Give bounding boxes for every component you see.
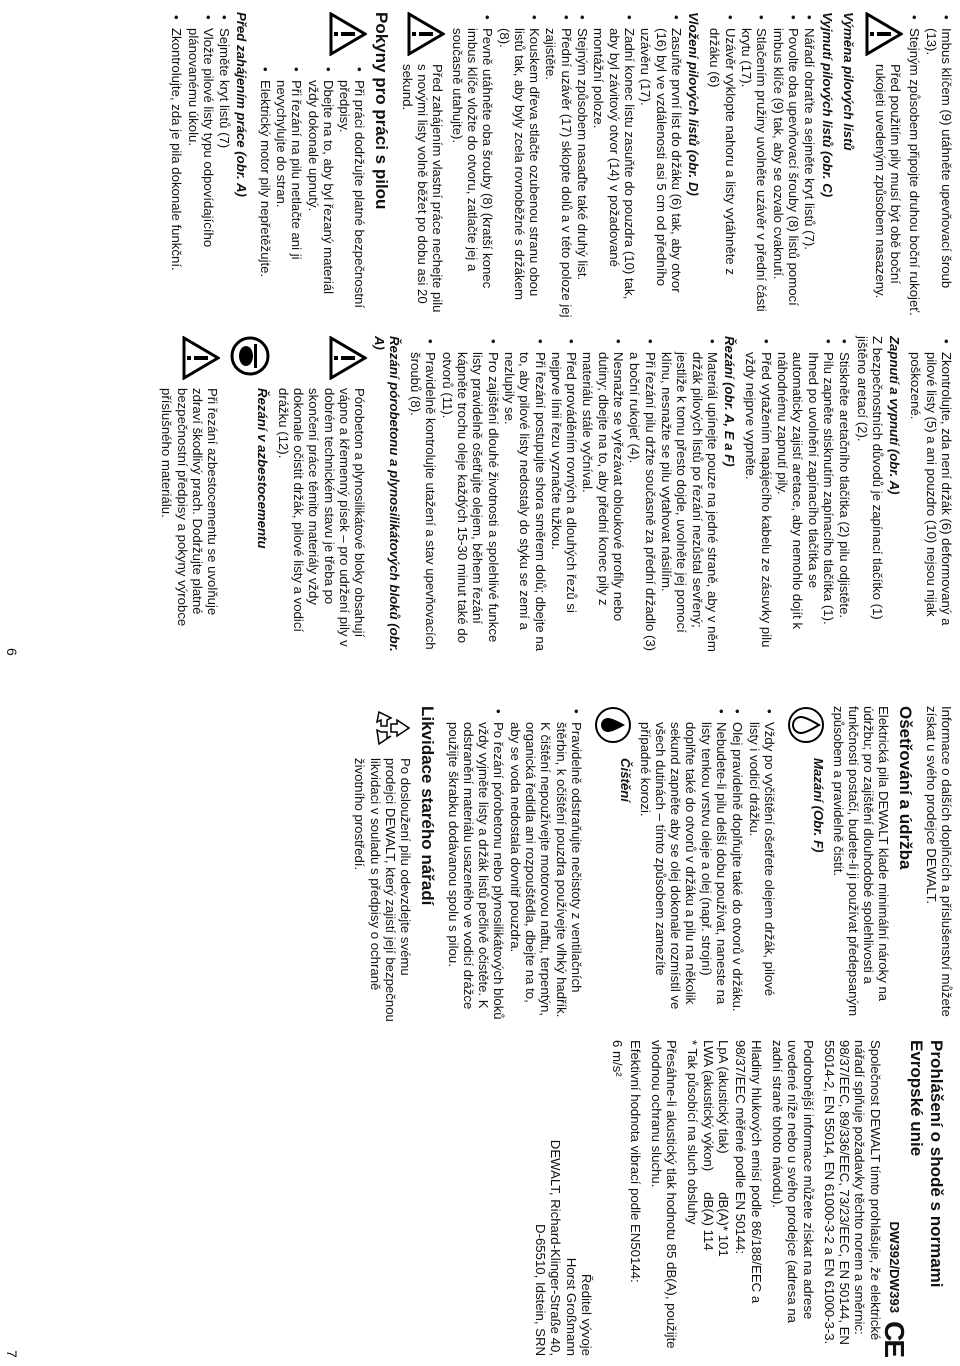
- list-item: • Při řezání pilu držte současně za přední držadlo (3) a boční rukojeť (4).: [627, 336, 658, 654]
- warning-block: [276, 336, 368, 654]
- list-item: • Přední uzávěr (17) sklopte dolů a v této poloze jej zajistěte.: [543, 12, 574, 318]
- warning-icon: [400, 12, 446, 56]
- list-item: • Elektrický motor pily nepřetěžujte.: [257, 64, 272, 318]
- signature-address: D-65510, Idstein, SRN: [533, 1224, 549, 1356]
- column-4: [527, 1040, 954, 1356]
- list-item: • Olej pravidelně doplňujte také do otvorů v držáku.: [730, 706, 745, 1022]
- list-item: • Pravidelně odstraňujte nečistoty z ventilačních štěrbin, k očištění pouzdra používejte vlhký hadřík. K čištění nepoužívejte motorovou naftu, terpentýn, organická ředidla ani rozpouštědla, dbejte na to, aby se voda nedostala dovnitř pouzdra.: [507, 706, 583, 1022]
- list-item: • Kouskem dřeva stlačte ozubenou stranu obou listů tak, aby byly zcela rovnoběžné s držákem (8).: [496, 12, 542, 318]
- list-item: • Vložte pilové listy typu odpovídajícího plánovanému úkolu.: [185, 12, 216, 318]
- warning-text: Pórobeton a plynosilikátové bloky obsahují vápno a křemenný písek – pro udržení pily v dobrém technickém stavu je třeba po skončení práce těmito materiály vždy dokonale očistit držák, pilové listy a vodicí drážku (12).: [275, 388, 368, 647]
- warning-text: Při řezání azbestocementu se uvolňuje zdraví škodlivý prach. Dodržujte platné bezpečnostní předpisy a pokyny výrobce příslušného materiálu.: [159, 388, 221, 627]
- section-title: Ošetřování a údržba: [896, 706, 916, 870]
- column-3: [346, 706, 954, 1022]
- paragraph: Informace o dalších doplňcích a příslušenství můžete získat u svého prodejce DEWALT.: [923, 706, 954, 1017]
- section-heading: Řezání v azbestocementu: [254, 388, 270, 549]
- paragraph: Z bezpečnostních důvodů je zapínací tlačítko (1) jištěno aretací (2).: [854, 336, 885, 620]
- list-item: • Povolte oba upevňovací šrouby (8) listů pomocí imbus klíče (9) tak, aby se ozvalo cvaknutí.: [770, 12, 801, 318]
- noise-label: LpA (akustický tlak): [716, 1040, 732, 1154]
- side-handle-list: [907, 12, 954, 318]
- check-list: [908, 336, 954, 654]
- cleaning-icon: [590, 706, 633, 750]
- section-title: Likvidace starého nářadí: [418, 706, 438, 906]
- warning-icon: [276, 336, 368, 380]
- warning-icon: [862, 12, 903, 56]
- section-heading: Vložení pilových listů (obr. D): [686, 12, 702, 196]
- ce-mark-icon: CE: [879, 1321, 910, 1356]
- ce-row: [879, 1040, 910, 1356]
- list-item: • Při řezání na pilu netlačte ani ji nevychylujte do stran.: [274, 64, 305, 318]
- section-title: Pokyny pro práci s pilou: [372, 12, 392, 210]
- list-item: • Zadní konec listu zasuňte do pouzdra (10) tak, aby byl závitový otvor (14) v požadované montážní poloze.: [591, 12, 637, 318]
- model-number: DW392/DW393: [887, 1221, 902, 1314]
- column-1: [167, 12, 954, 318]
- noise-label: LWA (akustický výkon): [700, 1040, 716, 1172]
- noise-value: dB(A)* 101: [716, 1192, 732, 1257]
- noise-row-lpa: [716, 1040, 731, 1356]
- work-instructions: [257, 64, 367, 318]
- cleaning-section: [590, 758, 633, 1022]
- paragraph: Společnost DEWALT tímto prohlašuje, že elektrické nářadí splňuje požadavky těchto norem a směrnic: 98/37/EEC, 89/336/EEC, 73/23/EEC, EN 50144, EN 55014-2, EN 55014, EN 61000-3-2 a EN 61000-3-3.: [821, 1040, 883, 1345]
- vibration-value: 6 m/s²: [610, 1040, 626, 1077]
- lubrication-section: [783, 758, 826, 1022]
- paragraph: Podrobnější informace můžete získat na adrese uvedené níže nebo u svého prodejce (adresa na zadní straně tohoto návodu).: [769, 1040, 816, 1324]
- noise-row-lwa: [700, 1040, 715, 1356]
- list-item: • Stejným způsobem nasaďte také druhý list.: [575, 12, 590, 318]
- clean-block: [590, 706, 633, 1022]
- list-item: • Imbus klíčem (9) utáhněte upevňovací šroub (13).: [923, 12, 954, 318]
- list-item: • Po řezání pórobetonu nebo plynosilikátových bloků vždy vyjměte listy a držák listů pečlivě očistěte. K odstranění materiálu usazeného ve vodicí drážce použijte škrabku dodávanou spolu s pilou.: [445, 706, 506, 1022]
- switch-steps: [743, 336, 852, 654]
- list-item: • Před vytažením napájecího kabelu ze zásuvky pilu vždy nejprve vypněte.: [743, 336, 774, 654]
- signature-title: Ředitel vývoje: [578, 1273, 594, 1356]
- warning-block: [255, 12, 367, 318]
- list-item: • Pilu zapněte stisknutím zapínacího tlačítka (1). Ihned po uvolnění zapínacího tlačítka se automaticky zajistí aretace, aby nemohlo dojít k náhodnému zapnutí pily.: [775, 336, 836, 654]
- page-number: 6: [4, 648, 20, 656]
- list-item: • Zasuňte první list do držáku (6) tak, aby otvor (16) byl ve vzdálenosti asi 5 cm od předního uzávěru (17).: [638, 12, 684, 318]
- list-item: • Uzávěr vyklopte nahoru a listy vytáhněte z držáku (6): [707, 12, 738, 318]
- warning-icon: [255, 12, 367, 56]
- signature-address: DEWALT, Richard-Klinger-Straße 40,: [548, 1139, 564, 1356]
- section-title: Prohlášení o shodě s normami Evropské unie: [907, 1040, 946, 1288]
- list-item: • Dbejte na to, aby byl řezaný materiál vždy dokonale upnutý.: [305, 64, 336, 318]
- list-item: • Při práci dodržujte platné bezpečnostní předpisy.: [337, 64, 368, 318]
- warning-block: [862, 12, 903, 318]
- before-work-steps: [169, 12, 232, 318]
- recycling-block: [352, 706, 413, 1022]
- list-item: • Pevně utáhněte oba šrouby (8) (kratší konec imbus klíče vložte do otvoru, zatlačte jej a současně utahujte).: [449, 12, 495, 318]
- oil-drop-icon: [783, 706, 826, 750]
- signature-name: Horst Großmann: [563, 1257, 579, 1356]
- warning-text: Před zahájením vlastní práce nechejte pilu s novými listy volně běžet po dobu asi 20 sekund.: [399, 64, 446, 313]
- disposal-text: Po dosloužení pilu odevzdejte svému prodejci DEWALT, který zajistí její bezpečnou likvidaci v souladu s předpisy o ochraně životního prostředí.: [352, 758, 414, 1022]
- list-item: • Před prováděním rovných a dlouhých řezů si nejprve línii řezu vyznačte tužkou.: [549, 336, 580, 654]
- recycling-icon: [352, 706, 413, 750]
- cleaning-steps: [445, 706, 584, 1022]
- section-heading: Mazání (Obr. F): [811, 758, 827, 853]
- list-item: • Zkontrolujte, zda je pila dokonale funkční.: [169, 12, 184, 318]
- list-item: • Stiskněte aretačního tlačítka (2) pilu odjistěte.: [837, 336, 852, 654]
- cutting-steps: [408, 336, 720, 654]
- dust-mask-block: [226, 336, 269, 654]
- insertion-steps: [449, 12, 683, 318]
- list-item: • Materiál upínejte pouze na jedné straně, aby v něm držák pilových listů po řezání nezůstal sevřený; jestliže k tomu přesto dojde, uvolněte jej pomocí klínu, nesnažte se pilu vytahovat násilím.: [659, 336, 720, 654]
- warning-block: [400, 12, 446, 318]
- section-heading: Před zahájením práce (obr. A): [234, 12, 250, 197]
- warning-text: Před použitím pily musí být obě boční rukojeti uvedeným způsobem nasazeny.: [872, 64, 904, 299]
- paragraph: Hladiny hlukových emisí podle 86/188/EEC a 98/37/EEC měřené podle EN 50144:: [733, 1040, 764, 1304]
- list-item: • Pravidelně kontrolujte utažení a stav upevňovacích šroubů (8).: [408, 336, 439, 654]
- signature-block: [533, 1040, 594, 1356]
- list-item: • Stlačením pružiny uvolněte uzávěr v přední části krytu (17).: [739, 12, 770, 318]
- section-heading: Výměna pilových listů: [840, 12, 856, 151]
- section-heading: Vyjmutí pilových listů (obr. C): [819, 12, 835, 198]
- list-item: • Pro zajištění dlouhé životnosti a spolehlivé funkce listy pravidelně ošetřujte olejem, během řezání kápněte trochu oleje každých 15-30 minut také do otvorů (11).: [440, 336, 501, 654]
- removal-steps: [707, 12, 817, 318]
- list-item: • Vždy po vyčištění ošetřete olejem držák, pilové listy i vodicí drážku.: [746, 706, 777, 1022]
- oil-block: [783, 706, 826, 1022]
- section-heading: Řezání (obr. A, E a F): [722, 336, 738, 467]
- section-heading: Řezání pórobetonu a plynosilikátových bloků (obr. A): [371, 336, 402, 652]
- page-number: 7: [4, 1350, 20, 1358]
- warning-icon: [159, 336, 220, 380]
- lubrication-steps: [637, 706, 777, 1022]
- paragraph: Efektivní hodnota vibrací podle EN50144:: [627, 1040, 643, 1283]
- footnote: * Tak působící na sluch obsluhy: [685, 1040, 701, 1225]
- warning-text: [255, 64, 367, 318]
- list-item: • Sejměte kryt listů (7): [217, 12, 232, 318]
- noise-value: dB(A) 114: [700, 1192, 716, 1251]
- paragraph: Elektrická pila DEWALT klade minimální nároky na údržbu; pro zajištění dlouhodobé spolehlivosti a funkčnosti postačí, budete-li ji používat předepsaným způsobem a pravidelně čistit.: [830, 706, 892, 1017]
- list-item: • Nářadí obraťte a sejměte kryt listů (7).: [802, 12, 817, 318]
- paragraph: Přesáhne-li akustický tlak hodnotu 85 dB(A), použijte vhodnou ochranu sluchu.: [648, 1040, 680, 1349]
- list-item: • Zkontrolujte, zda není držák (6) deformovaný a pilové listy (5) a ani pouzdro (10) nejsou nijak poškozené.: [908, 336, 954, 654]
- azbest-section: [226, 388, 269, 654]
- list-item: • Nesnažte se vyřezávat obloukové profily nebo dutiny; dbejte na to, aby přední konec pily z materiálu stále vyčníval.: [580, 336, 626, 654]
- list-item: • Stejným způsobem připojte druhou boční rukojeť.: [907, 12, 922, 318]
- section-heading: Zapnutí a vypnutí (obr. A): [887, 336, 903, 495]
- column-2: [153, 336, 954, 654]
- section-heading: Čištění: [618, 758, 634, 802]
- list-item: • Nebudete-li pilu delší dobu používat, naneste na listy tenkou vrstvu oleje a olej (např. strojní) doplňte také do otvorů v držáku a pilu na několik sekund zapněte aby se olej dokonale rozmístil ve všech dutinách – tímto způsobem zamezíte případné korozi.: [637, 706, 729, 1022]
- list-item: • Při řezání postupujte shora směrem dolů; dbejte na to, aby pilové listy nedostaly do styku se zemí a nezlupily se.: [502, 336, 548, 654]
- warning-block: [159, 336, 220, 654]
- dust-mask-icon: [226, 336, 269, 380]
